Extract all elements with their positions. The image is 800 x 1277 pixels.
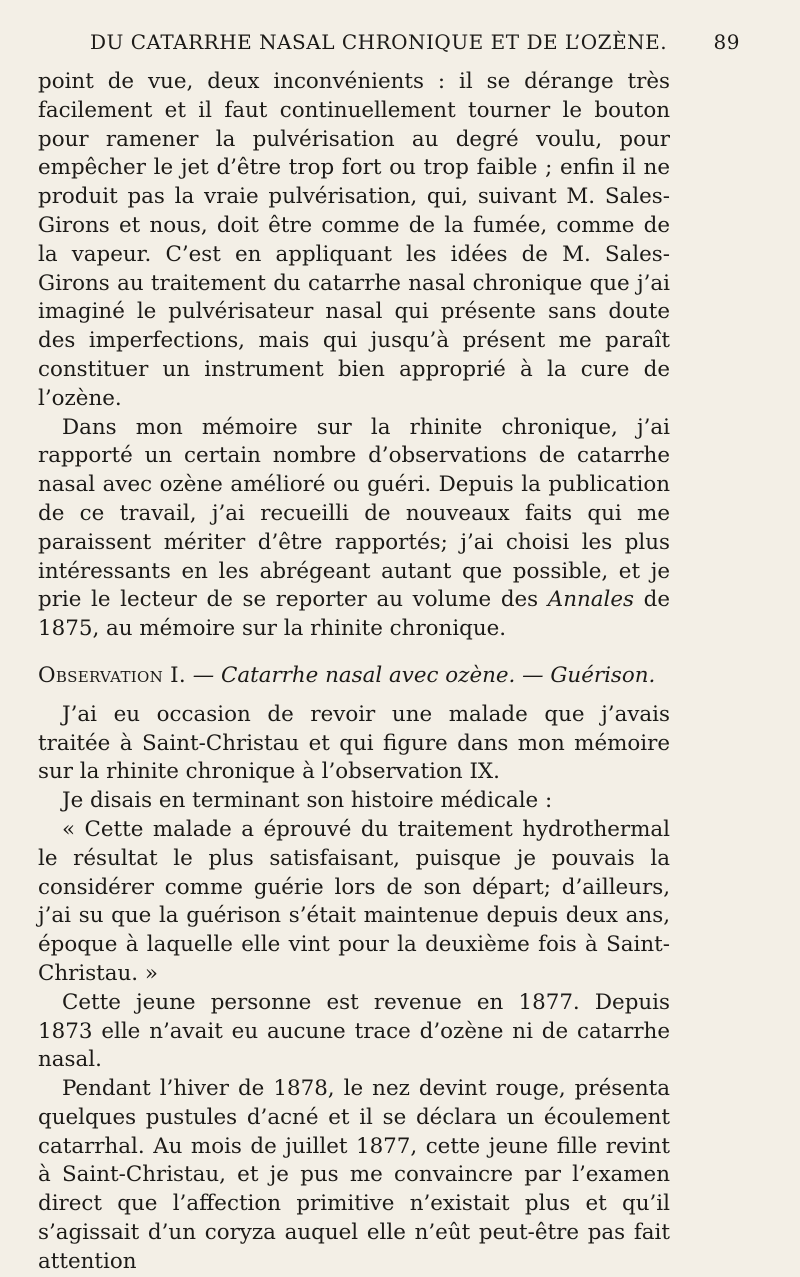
observation-label: Observation I. (38, 662, 186, 688)
observation-heading (38, 662, 670, 691)
paragraph-continued: point de vue, deux inconvénients : il se dérange très facilement et il faut continuellement tourner le bouton pour ramener la pulvérisation au degré voulu, pour empêcher le jet d’être trop fort ou trop faible ; enfin il ne produit pas la vraie pulvérisation, qui, suivant M. Sales-Girons et nous, doit être comme de la fumée, comme de la vapeur. C’est en appliquant les idées de M. Sales-Girons au traitement du catarrhe nasal chronique que j’ai imaginé le pulvérisateur nasal qui présente sans doute des imperfections, mais qui jusqu’à présent me paraît constituer un instrument bien approprié à la cure de l’ozène. (38, 69, 670, 411)
quoted-paragraph: « Cette malade a éprouvé du traitement hydrothermal le résultat le plus satisfaisant, puisque je pouvais la considérer comme guérie lors de son départ; d’ailleurs, j’ai su que la guérison s’était maintenue depuis deux ans, époque à laquelle elle vint pour la deuxième fois à Saint-Christau. » (38, 816, 670, 986)
annales-italic: Annales (547, 587, 635, 613)
observation-title: — Catarrhe nasal avec ozène. — Guérison. (185, 662, 656, 688)
paragraph-revenue: Cette jeune personne est revenue en 1877. Depuis 1873 elle n’avait eu aucune trace d’ozène ni de catarrhe nasal. (38, 989, 670, 1073)
paragraph-revoir: J’ai eu occasion de revoir une malade que j’avais traitée à Saint-Christau et qui figure dans mon mémoire sur la rhinite chronique à l’observation IX. (38, 701, 670, 785)
paragraph-disais: Je disais en terminant son histoire médicale : (62, 788, 553, 814)
running-header (90, 30, 740, 54)
paragraph-memoire-text-a: Dans mon mémoire sur la rhinite chronique, j’ai rapporté un certain nombre d’observations de catarrhe nasal avec ozène amélioré ou guéri. Depuis la publication de ce travail, j’ai recueilli de nouveaux faits qui me paraissent mériter d’être rapportés; j’ai choisi les plus intéressants en les abrégeant autant que possible, et je prie le lecteur de se reporter au volume des (38, 414, 670, 613)
body-text (38, 68, 670, 1277)
paragraph-memoire-text-b: de 1875, au mémoire sur la rhinite chronique. (38, 587, 670, 642)
running-title: DU CATARRHE NASAL CHRONIQUE ET DE L’OZÈNE. (90, 30, 668, 54)
paragraph-memoire (38, 414, 670, 644)
page-number: 89 (713, 30, 740, 54)
paragraph-hiver: Pendant l’hiver de 1878, le nez devint rouge, présenta quelques pustules d’acné et il se déclara un écoulement catarrhal. Au mois de juillet 1877, cette jeune fille revint à Saint-Christau, et je pus me convaincre par l’examen direct que l’affection primitive n’existait plus et qu’il s’agissait d’un coryza auquel elle n’eût peut-être pas fait attention (38, 1076, 670, 1274)
